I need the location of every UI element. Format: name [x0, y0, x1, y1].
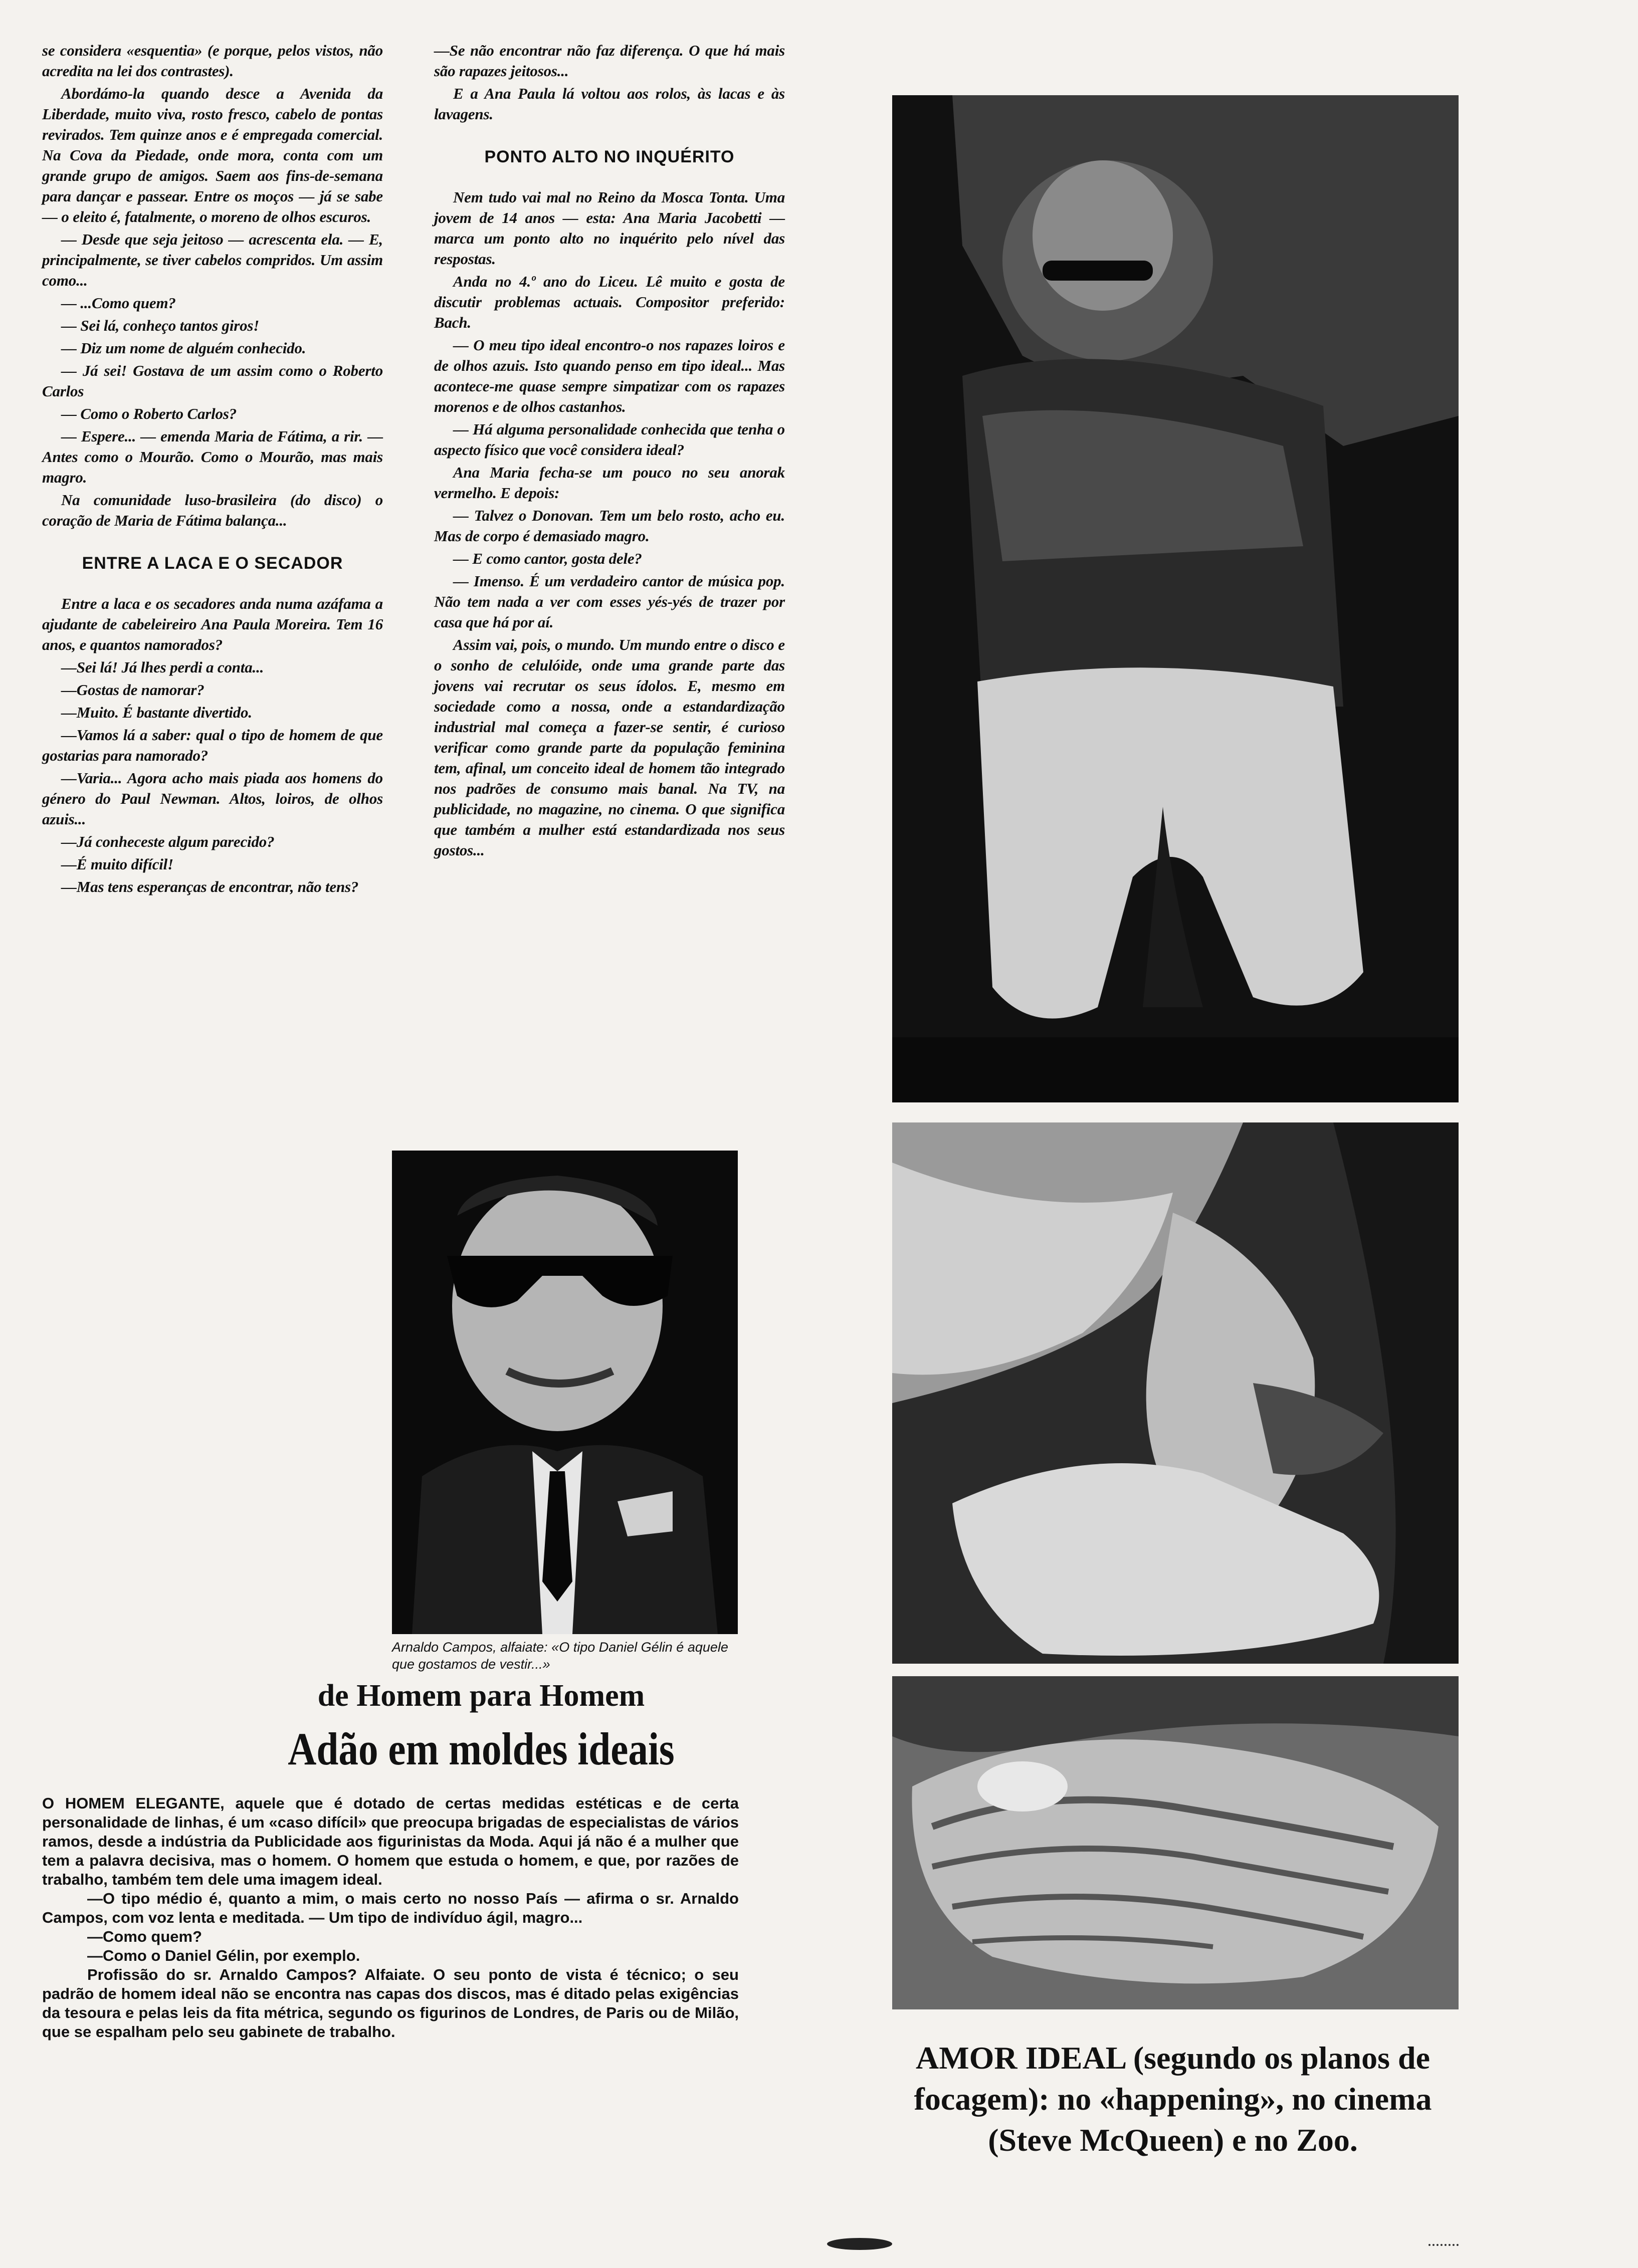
middle-column [434, 40, 785, 862]
photo-caption-arnaldo: Arnaldo Campos, alfaiate: «O tipo Daniel Gélin é aquele que gostamos de vestir...» [392, 1640, 728, 1672]
left-intro-paragraph: — Já sei! Gostava de um assim como o Roberto Carlos [42, 362, 383, 400]
photo-arnaldo-illustration [392, 1151, 738, 1634]
article-paragraph: —Como quem? [87, 1928, 202, 1945]
left-section-paragraph: —Sei lá! Já lhes perdi a conta... [61, 658, 264, 676]
mid-section-paragraph: — E como cantor, gosta dele? [453, 550, 642, 567]
left-section-paragraph: —Muito. É bastante divertido. [61, 704, 252, 721]
article-headline: Adão em moldes ideais [288, 1723, 675, 1774]
left-section-paragraph: —É muito difícil! [61, 855, 173, 873]
photo-happening-illustration [892, 95, 1459, 1102]
left-section-paragraph: Entre a laca e os secadores anda numa azáfama a ajudante de cabeleireiro Ana Paula Moreira. Tem 16 anos, e quantos namorados? [42, 595, 383, 653]
mid-section-paragraph: Anda no 4.º ano do Liceu. Lê muito e gosta de discutir problemas actuais. Compositor preferido: Bach. [434, 273, 785, 331]
left-intro-paragraph: — Espere... — emenda Maria de Fátima, a rir. — Antes como o Mourão. Como o Mourão, mas mais magro. [42, 427, 383, 486]
photo-happening [892, 95, 1459, 1102]
mid-section-paragraph: — O meu tipo ideal encontro-o nos rapazes loiros e de olhos azuis. Isto quando penso em tipo ideal... Mas acontece-me quase sempre simpatizar com os rapazes morenos e de olhos castanhos. [434, 336, 785, 415]
mid-section-paragraph: Nem tudo vai mal no Reino da Mosca Tonta. Uma jovem de 14 anos — esta: Ana Maria Jacobetti — marca um ponto alto no inquérito pelo nível das respostas. [434, 188, 785, 268]
article-paragraph: O HOMEM ELEGANTE, aquele que é dotado de certas medidas estéticas e de certa personalidade de linhas, é um «caso difícil» que preocupa brigadas de especialistas de vários ramos, desde a indústria da Publicidade aos figurinistas da Moda. Aqui já não é a mulher que tem a palavra decisiva, mas o homem. O homem que estuda o homem, e que, por razões de trabalho, também tem dele uma imagem ideal. [42, 1794, 739, 1888]
left-section-paragraph: —Gostas de namorar? [61, 681, 204, 699]
left-intro-paragraph: Na comunidade luso-brasileira (do disco) o coração de Maria de Fátima balança... [42, 491, 383, 529]
left-intro-paragraph: — ...Como quem? [61, 294, 176, 312]
photo-zoo-illustration [892, 1676, 1459, 2009]
article-kicker: de Homem para Homem [317, 1679, 645, 1713]
left-intro-paragraph: Abordámo-la quando desce a Avenida da Liberdade, muito viva, rosto fresco, cabelo de pontas revirados. Tem quinze anos e é empregada comercial. Na Cova da Piedade, onde mora, conta com um grande grupo de amigos. Saem aos fins-de-semana para dançar e passear. Entre os moços — já se sabe — o eleito é, fatalmente, o moreno de olhos escuros. [42, 85, 383, 225]
article-paragraph: —O tipo médio é, quanto a mim, o mais certo no nosso País — afirma o sr. Arnaldo Campos, com voz lenta e meditada. — Um tipo de indivíduo ágil, magro... [42, 1890, 739, 1926]
mid-section-paragraph: — Talvez o Donovan. Tem um belo rosto, acho eu. Mas de corpo é demasiado magro. [434, 507, 785, 545]
photo-cinema [892, 1122, 1459, 1664]
mid-section-paragraph: — Há alguma personalidade conhecida que tenha o aspecto físico que você considera ideal? [434, 420, 785, 459]
mid-intro-paragraph: E a Ana Paula lá voltou aos rolos, às lacas e às lavagens. [434, 85, 785, 123]
section-heading-laca: ENTRE A LACA E O SECADOR [82, 554, 343, 573]
mid-section-paragraph: Assim vai, pois, o mundo. Um mundo entre o disco e o sonho de celulóide, onde uma grande parte das jovens vai recrutar os seus ídolos. E, mesmo em sociedade como a nossa, onde a estandardização industrial mal começa a fazer-se sentir, é curioso verificar como grande parte da população feminina tem, afinal, um conceito ideal de homem tão integrado nos padrões de consumo mais banal. Na TV, na publicidade, no magazine, no cinema. O que significa que também a mulher está estandardizada nos seus gostos... [434, 636, 785, 859]
left-section-paragraph: —Varia... Agora acho mais piada aos homens do género do Paul Newman. Altos, loiros, de olhos azuis... [42, 769, 383, 828]
photo-arnaldo-campos [392, 1151, 738, 1634]
mid-section-paragraph: Ana Maria fecha-se um pouco no seu anorak vermelho. E depois: [434, 464, 785, 502]
article-paragraph: —Como o Daniel Gélin, por exemplo. [87, 1947, 360, 1964]
photo-zoo [892, 1676, 1459, 2009]
mid-section-paragraph: — Imenso. É um verdadeiro cantor de música pop. Não tem nada a ver com esses yés-yés de trazer por casa que há por aí. [434, 572, 785, 631]
left-section-paragraph: —Já conheceste algum parecido? [61, 833, 275, 850]
mid-intro-paragraph: —Se não encontrar não faz diferença. O que há mais são rapazes jeitosos... [434, 42, 785, 80]
edge-dots [1428, 2244, 1459, 2249]
left-intro-paragraph: — Como o Roberto Carlos? [61, 405, 237, 422]
left-section-paragraph: —Vamos lá a saber: qual o tipo de homem de que gostarias para namorado? [42, 726, 383, 764]
left-intro-paragraph: — Diz um nome de alguém conhecido. [61, 339, 306, 357]
article-body [42, 1794, 739, 2042]
photo-cinema-illustration [892, 1122, 1459, 1664]
left-intro-paragraph: se considera «esquentia» (e porque, pelos vistos, não acredita na lei dos contrastes). [42, 42, 383, 80]
amor-ideal-caption: AMOR IDEAL (segundo os planos de focagem): no «happening», no cinema (Steve McQueen) e no Zoo. [914, 2040, 1432, 2158]
left-intro-paragraph: — Sei lá, conheço tantos giros! [61, 317, 260, 334]
ink-blot [827, 2238, 892, 2250]
left-section-paragraph: —Mas tens esperanças de encontrar, não tens? [61, 878, 359, 895]
left-intro-paragraph: — Desde que seja jeitoso — acrescenta ela. — E, principalmente, se tiver cabelos compridos. Um assim como... [42, 231, 383, 289]
article-paragraph: Profissão do sr. Arnaldo Campos? Alfaiate. O seu ponto de vista é técnico; o seu padrão de homem ideal não se encontra nas capas dos discos, mas é ditado pelas exigências da tesoura e pelas leis da fita métrica, segundo os figurinos de Londres, de Paris ou de Milão, que se espalham pelo seu gabinete de trabalho. [42, 1966, 739, 2040]
section-heading-inquerito: PONTO ALTO NO INQUÉRITO [484, 147, 735, 166]
left-column [42, 40, 383, 899]
